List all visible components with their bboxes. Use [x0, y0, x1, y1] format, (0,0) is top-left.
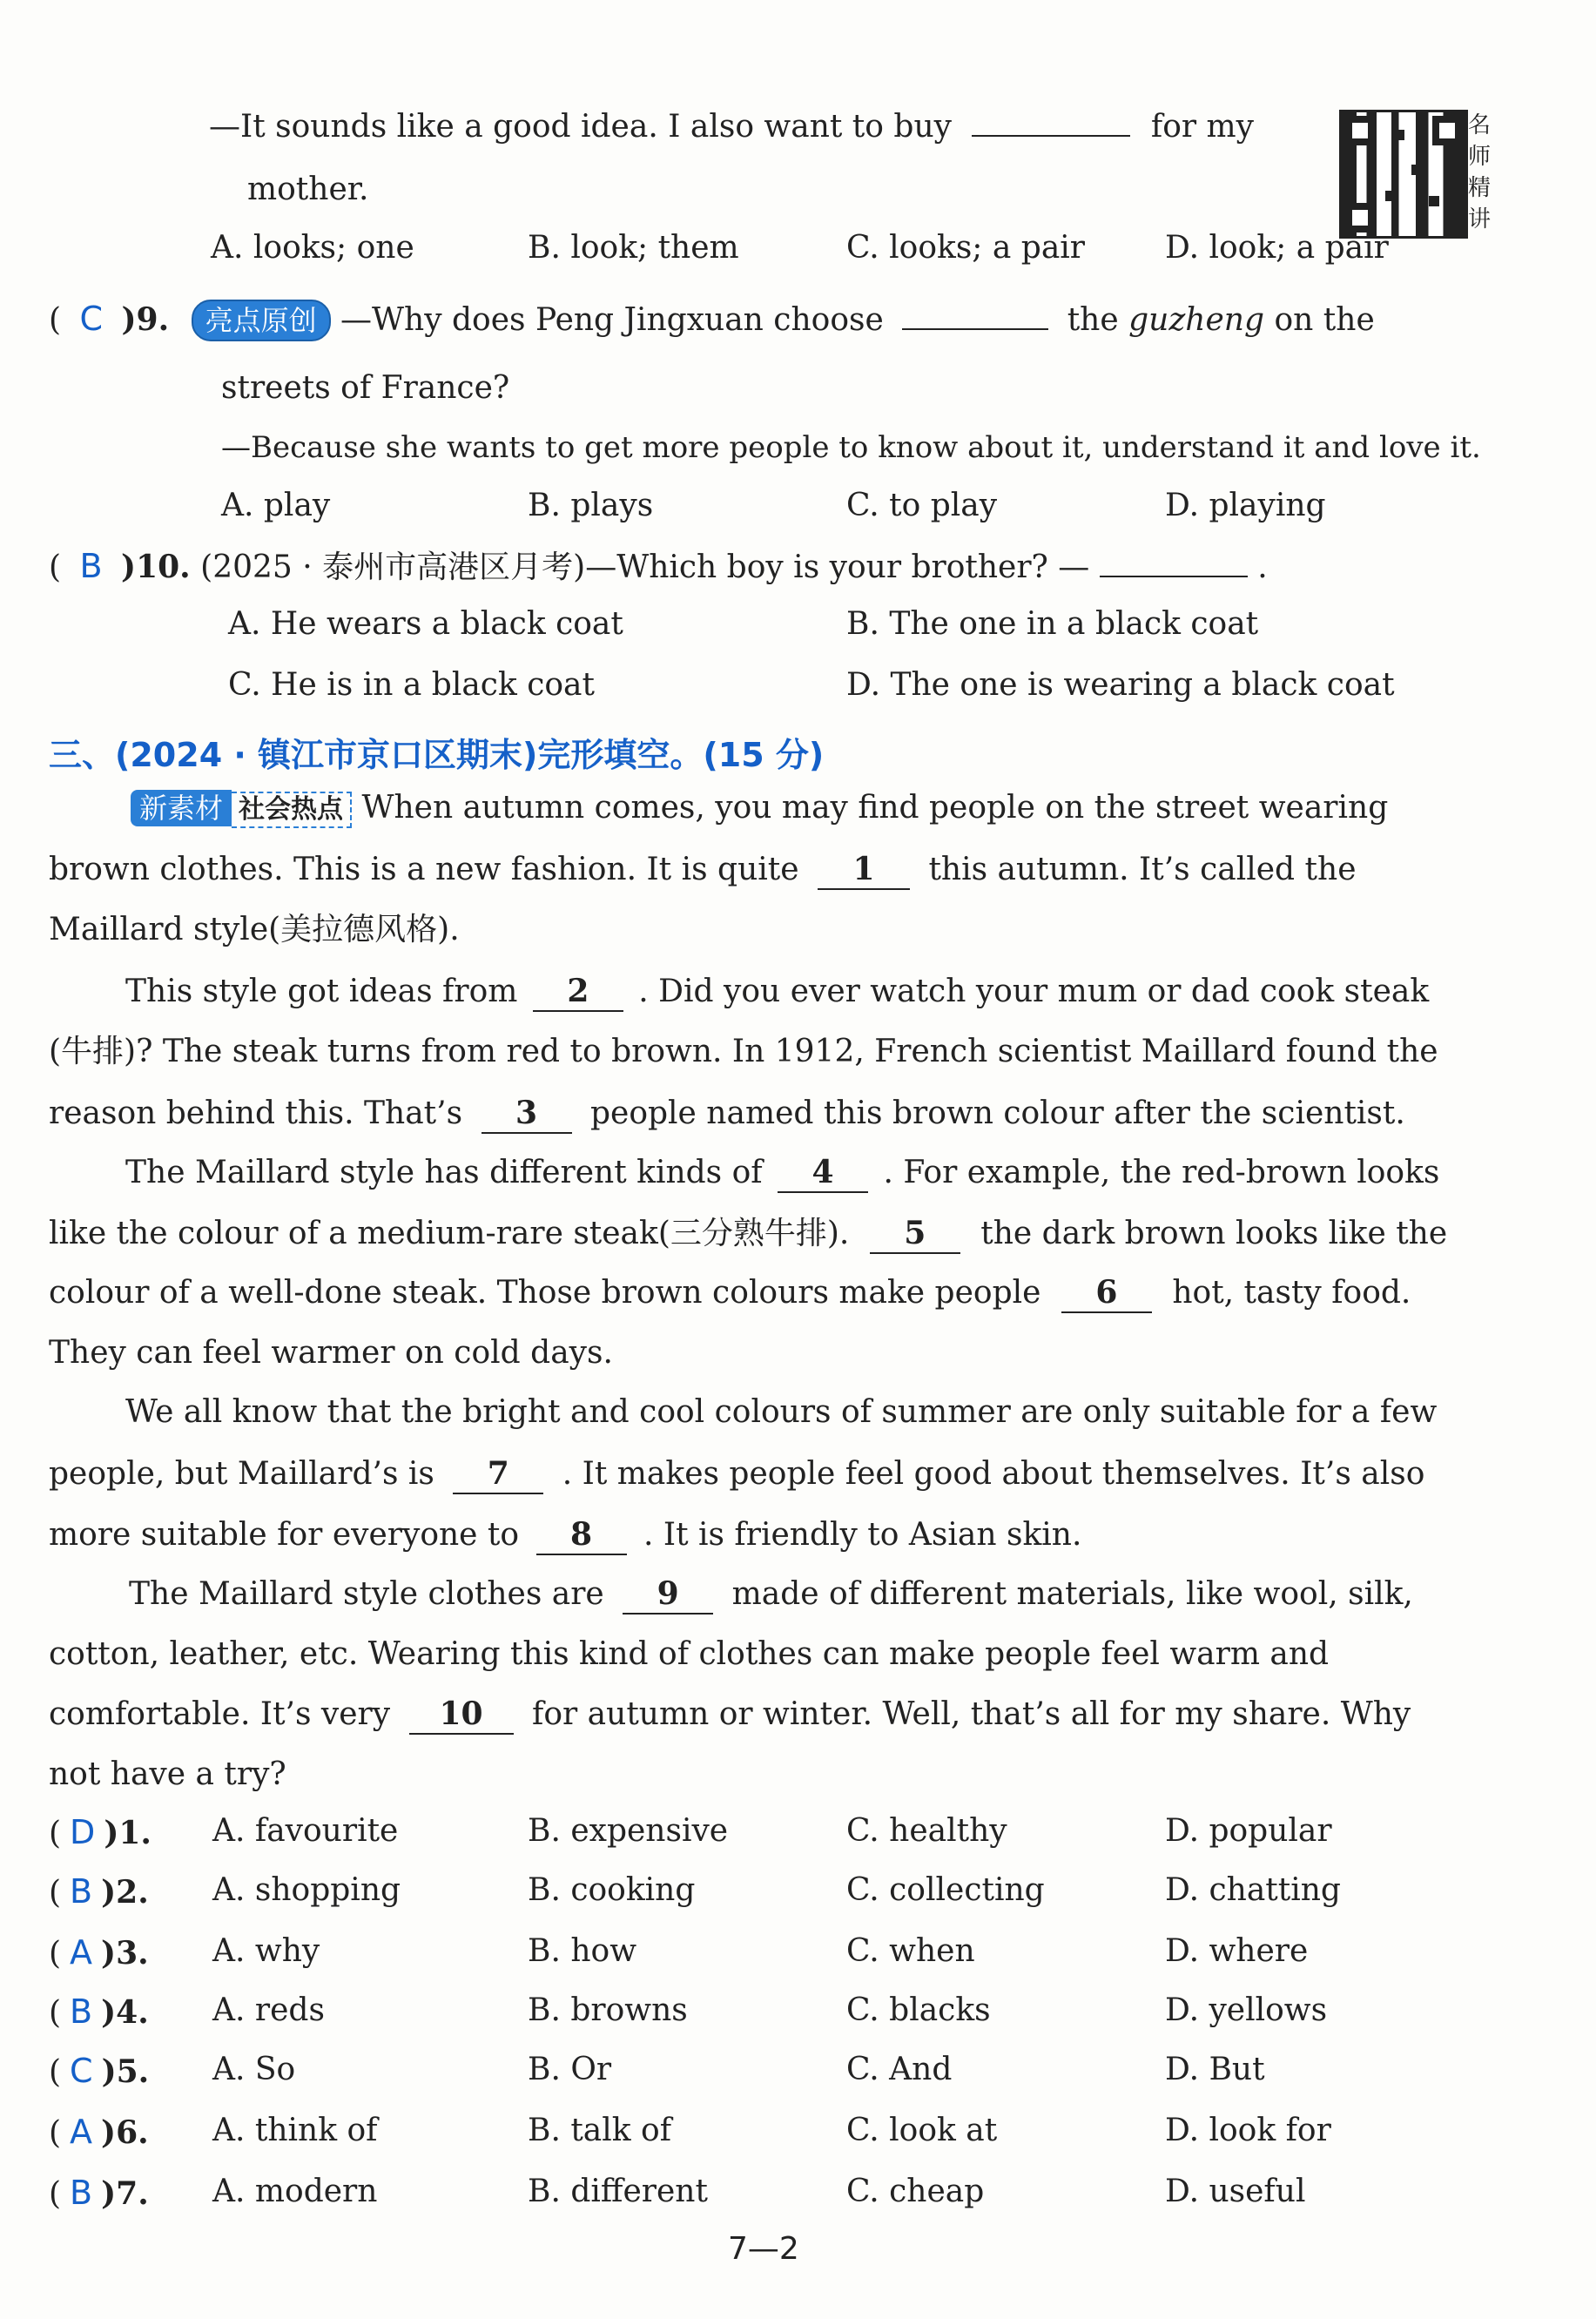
new-material-badge: 新素材: [131, 790, 232, 826]
cloze-option: C. cheap: [846, 2174, 985, 2209]
cloze-option: A. favourite: [212, 1813, 399, 1849]
q9-option-b: B. plays: [528, 488, 654, 523]
cloze-blank: 9: [623, 1574, 713, 1615]
cloze-blank: 7: [453, 1454, 543, 1494]
cloze-answer: A: [70, 2113, 93, 2151]
cloze-option: B. Or: [528, 2052, 612, 2087]
q10-option-d: D. The one is wearing a black coat: [846, 667, 1395, 703]
passage-p4-line1: We all know that the bright and cool colours of summer are only suitable for a few: [125, 1394, 1438, 1430]
cloze-option: D. popular: [1165, 1813, 1332, 1849]
cloze-option: C. when: [846, 1933, 975, 1969]
cloze-question-row: ( D )1.: [49, 1813, 152, 1851]
cloze-option: D. chatting: [1165, 1872, 1341, 1908]
cloze-option: D. useful: [1165, 2174, 1306, 2209]
answer-blank: [902, 302, 1048, 330]
cloze-answer: C: [70, 2052, 93, 2090]
answer-blank: [1100, 549, 1248, 577]
passage-p3-line4: They can feel warmer on cold days.: [49, 1335, 613, 1371]
cloze-blank: 5: [870, 1214, 960, 1254]
passage-p5-line4: not have a try?: [49, 1756, 286, 1792]
cloze-option: C. And: [846, 2052, 953, 2087]
cloze-option: C. blacks: [846, 1992, 991, 2028]
q10-answer: B: [79, 547, 103, 585]
cloze-option: A. So: [212, 2052, 296, 2087]
cloze-option: B. talk of: [528, 2113, 672, 2148]
passage-p1-line3: Maillard style(美拉德风格).: [49, 912, 460, 947]
page-number: 7—2: [728, 2231, 799, 2267]
passage-p4-line3: more suitable for everyone to 8 . It is friendly to Asian skin.: [49, 1515, 1081, 1555]
q8-line2: mother.: [247, 172, 369, 207]
cloze-answer: D: [70, 1813, 96, 1851]
q8-option-a: A. looks; one: [211, 230, 414, 266]
passage-p2-line3: reason behind this. That’s 3 people named this brown colour after the scientist.: [49, 1094, 1405, 1134]
q10-option-c: C. He is in a black coat: [228, 667, 595, 703]
original-badge: 亮点原创: [192, 300, 331, 341]
cloze-answer: B: [70, 1872, 93, 1911]
passage-p2-line2: (牛排)? The steak turns from red to brown. In 1912, French scientist Maillard found the: [49, 1034, 1438, 1069]
q9-line2: streets of France?: [221, 370, 510, 406]
qr-label: 名师精讲: [1468, 112, 1492, 233]
cloze-blank: 10: [409, 1695, 514, 1735]
passage-p4-line2: people, but Maillard’s is 7 . It makes people feel good about themselves. It’s also: [49, 1454, 1424, 1494]
cloze-blank: 8: [536, 1515, 627, 1555]
cloze-option: A. shopping: [212, 1872, 401, 1908]
passage-p5-line1: The Maillard style clothes are 9 made of different materials, like wool, silk,: [129, 1574, 1413, 1615]
cloze-question-row: ( A )6.: [49, 2113, 149, 2151]
qr-code[interactable]: [1339, 110, 1468, 239]
cloze-option: A. modern: [212, 2174, 378, 2209]
passage-p5-line2: cotton, leather, etc. Wearing this kind of clothes can make people feel warm and: [49, 1636, 1330, 1672]
q9-option-a: A. play: [221, 488, 331, 523]
cloze-answer: B: [70, 1992, 93, 2031]
q8-option-d: D. look; a pair: [1165, 230, 1389, 266]
q10-option-b: B. The one in a black coat: [846, 606, 1259, 642]
q10-line1: ( B )10. (2025 · 泰州市高港区月考)—Which boy is your brother? — .: [49, 547, 1268, 585]
cloze-answer: B: [70, 2174, 93, 2212]
cloze-blank: 2: [533, 972, 623, 1012]
q9-answer: C: [79, 300, 104, 338]
cloze-question-row: ( C )5.: [49, 2052, 150, 2090]
q8-line1: —It sounds like a good idea. I also want to buy for my: [209, 109, 1254, 145]
cloze-option: D. But: [1165, 2052, 1265, 2087]
q8-option-c: C. looks; a pair: [846, 230, 1086, 266]
passage-p2-line1: This style got ideas from 2 . Did you ever watch your mum or dad cook steak: [125, 972, 1429, 1012]
cloze-blank: 6: [1061, 1273, 1152, 1313]
cloze-question-row: ( B )4.: [49, 1992, 149, 2031]
passage-p3-line1: The Maillard style has different kinds of 4 . For example, the red-brown looks: [125, 1153, 1439, 1193]
cloze-option: B. different: [528, 2174, 708, 2209]
q9-option-c: C. to play: [846, 488, 998, 523]
passage-p3-line3: colour of a well-done steak. Those brown colours make people 6 hot, tasty food.: [49, 1273, 1411, 1313]
cloze-option: D. look for: [1165, 2113, 1331, 2148]
cloze-option: B. browns: [528, 1992, 688, 2028]
cloze-option: C. collecting: [846, 1872, 1045, 1908]
q9-line1: ( C )9. 亮点原创 —Why does Peng Jingxuan choose the guzheng on the: [49, 300, 1375, 341]
cloze-option: B. expensive: [528, 1813, 729, 1849]
q10-option-a: A. He wears a black coat: [228, 606, 623, 642]
cloze-question-row: ( B )2.: [49, 1872, 149, 1911]
cloze-option: A. why: [212, 1933, 320, 1969]
section-title: 三、(2024 · 镇江市京口区期末)完形填空。(15 分): [49, 736, 825, 774]
q9-option-d: D. playing: [1165, 488, 1326, 523]
passage-p1-line1: 新素材 社会热点 When autumn comes, you may find people on the street wearing: [131, 789, 1388, 828]
cloze-question-row: ( B )7.: [49, 2174, 149, 2212]
cloze-option: D. yellows: [1165, 1992, 1328, 2028]
cloze-blank: 1: [818, 850, 910, 890]
passage-p3-line2: like the colour of a medium-rare steak(三分熟牛排). 5 the dark brown looks like the: [49, 1214, 1447, 1254]
q9-line3: —Because she wants to get more people to know about it, understand it and love it.: [221, 430, 1481, 465]
cloze-option: C. look at: [846, 2113, 998, 2148]
cloze-blank: 4: [778, 1153, 868, 1193]
cloze-question-row: ( A )3.: [49, 1933, 149, 1972]
q8-option-b: B. look; them: [528, 230, 739, 266]
cloze-option: A. reds: [212, 1992, 325, 2028]
cloze-option: B. cooking: [528, 1872, 696, 1908]
social-hot-badge: 社会热点: [232, 792, 352, 828]
cloze-option: B. how: [528, 1933, 637, 1969]
cloze-answer: A: [70, 1933, 93, 1972]
passage-p5-line3: comfortable. It’s very 10 for autumn or winter. Well, that’s all for my share. Why: [49, 1695, 1411, 1735]
cloze-option: D. where: [1165, 1933, 1309, 1969]
cloze-option: C. healthy: [846, 1813, 1007, 1849]
answer-blank: [972, 109, 1130, 137]
cloze-option: A. think of: [212, 2113, 378, 2148]
passage-p1-line2: brown clothes. This is a new fashion. It is quite 1 this autumn. It’s called the: [49, 850, 1357, 890]
cloze-blank: 3: [481, 1094, 572, 1134]
